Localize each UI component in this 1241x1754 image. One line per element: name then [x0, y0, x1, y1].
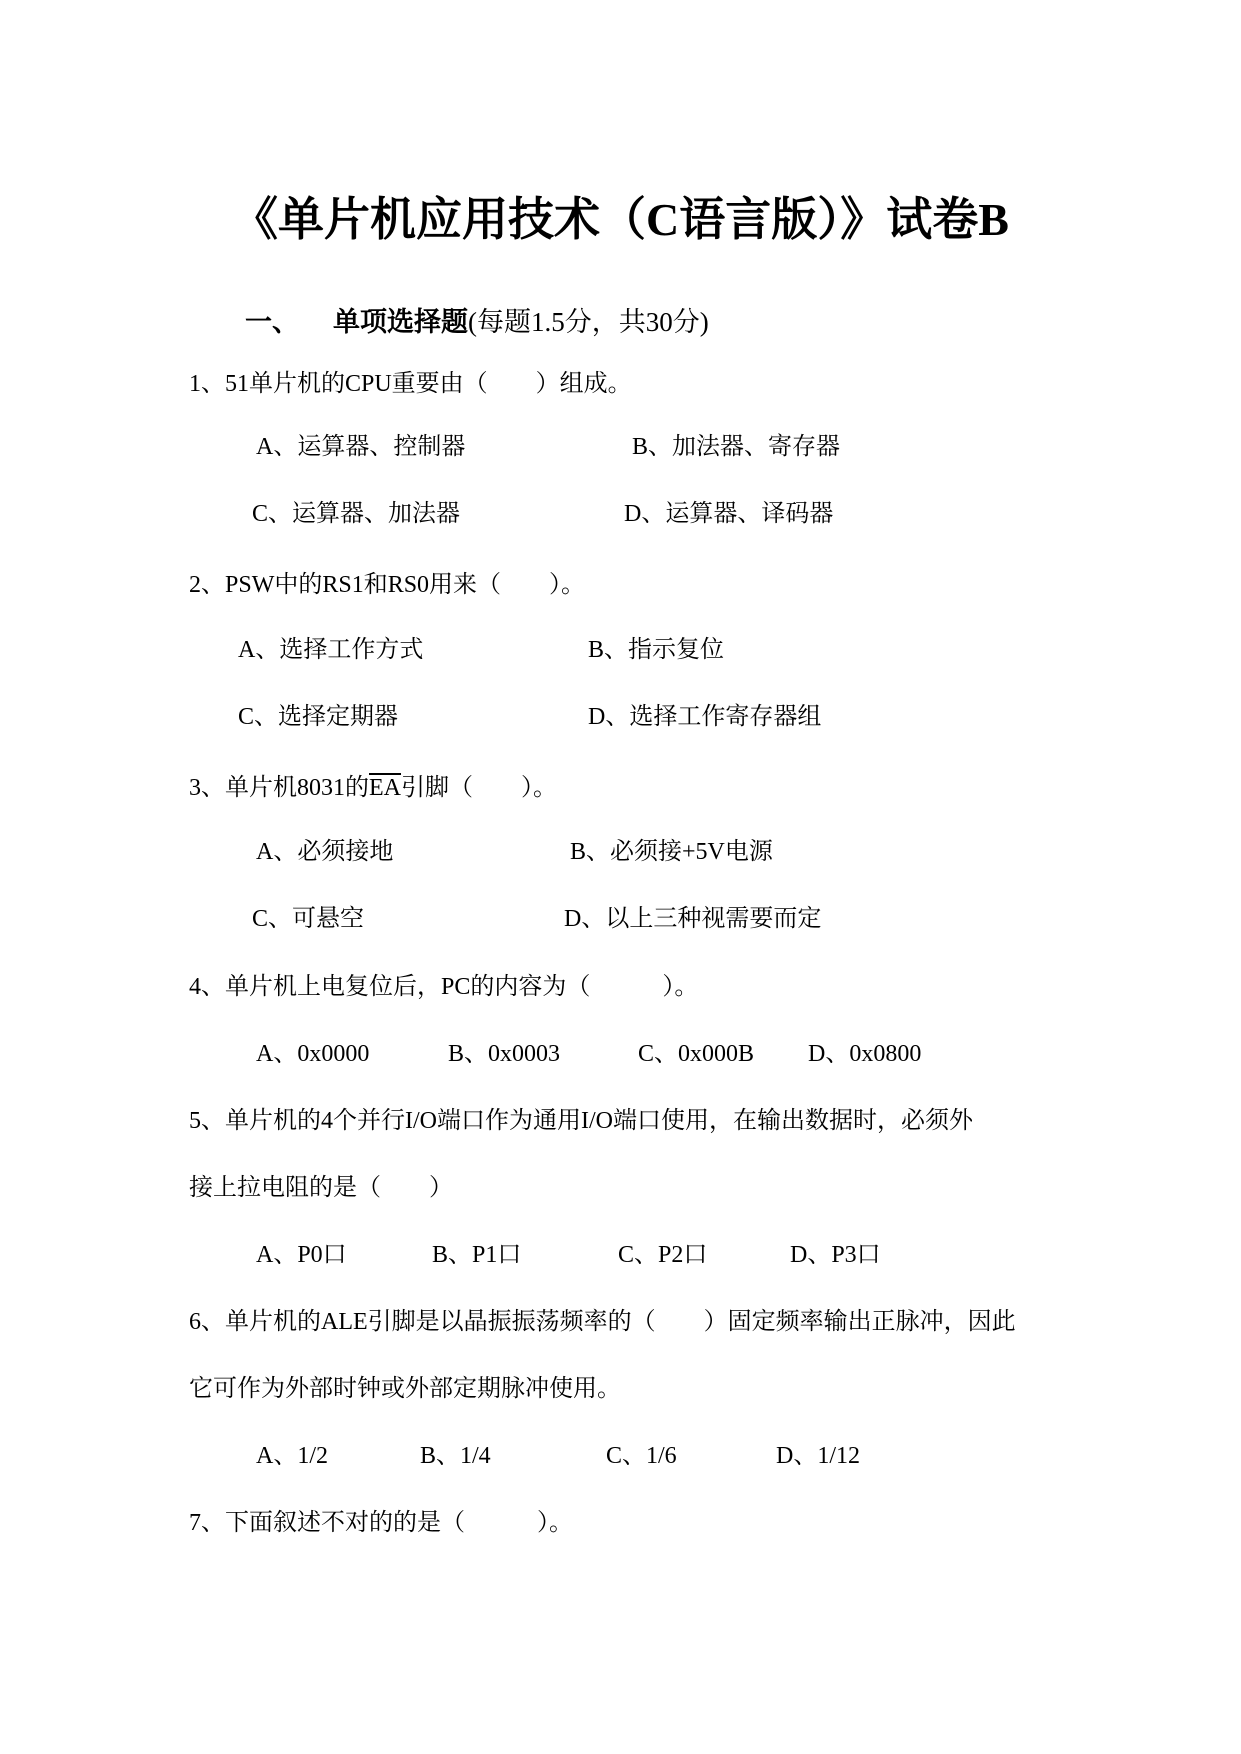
option-4d: D、0x0800 — [808, 1041, 922, 1067]
option-3d: D、以上三种视需要而定 — [564, 906, 822, 932]
option-3b: B、必须接+5V电源 — [570, 839, 773, 865]
option-5d: D、P3口 — [790, 1242, 881, 1268]
option-6a: A、1/2 — [256, 1443, 328, 1469]
option-4c: C、0x000B — [638, 1041, 755, 1067]
question-2: 2、PSW中的RS1和RS0用来（ ）。 — [189, 572, 586, 598]
option-3c: C、可悬空 — [252, 906, 365, 932]
section-number: 一、 — [245, 307, 299, 337]
option-2d: D、选择工作寄存器组 — [588, 704, 822, 730]
option-5b: B、P1口 — [432, 1242, 522, 1268]
option-1b: B、加法器、寄存器 — [632, 434, 841, 460]
option-1d: D、运算器、译码器 — [624, 501, 834, 527]
option-6c: C、1/6 — [606, 1443, 677, 1469]
option-4b: B、0x0003 — [448, 1041, 561, 1067]
option-1c: C、运算器、加法器 — [252, 501, 461, 527]
question-5-line-1: 5、单片机的4个并行I/O端口作为通用I/O端口使用，在输出数据时，必须外 — [189, 1108, 973, 1134]
option-2c: C、选择定期器 — [238, 704, 399, 730]
option-6d: D、1/12 — [776, 1443, 860, 1469]
option-1a: A、运算器、控制器 — [256, 434, 466, 460]
question-3 — [189, 766, 557, 810]
question-6-line-2: 它可作为外部时钟或外部定期脉冲使用。 — [189, 1376, 621, 1402]
option-4a: A、0x0000 — [256, 1041, 370, 1067]
section-note: (每题1.5分，共30分) — [468, 307, 709, 337]
ea-pin-label: $\overline{EA}$ — [369, 775, 401, 801]
question-7: 7、下面叙述不对的的是（ ）。 — [189, 1510, 573, 1536]
question-1: 1、51单片机的CPU重要由（ ）组成。 — [189, 371, 632, 397]
option-2a: A、选择工作方式 — [238, 637, 424, 663]
exam-title: 《单片机应用技术（C语言版）》试卷B — [232, 194, 1009, 245]
option-6b: B、1/4 — [420, 1443, 491, 1469]
question-4: 4、单片机上电复位后，PC的内容为（ ）。 — [189, 974, 699, 1000]
option-2b: B、指示复位 — [588, 637, 725, 663]
question-3-text-after: 引脚（ ）。 — [401, 775, 557, 801]
question-5-line-2: 接上拉电阻的是（ ） — [189, 1175, 453, 1201]
option-5a: A、P0口 — [256, 1242, 347, 1268]
option-5c: C、P2口 — [618, 1242, 708, 1268]
question-6-line-1: 6、单片机的ALE引脚是以晶振振荡频率的（ ）固定频率输出正脉冲，因此 — [189, 1309, 1016, 1335]
option-3a: A、必须接地 — [256, 839, 394, 865]
question-3-text-before: 3、单片机8031的 — [189, 775, 369, 801]
section-title: 单项选择题 — [333, 307, 468, 337]
section-heading — [245, 300, 709, 344]
